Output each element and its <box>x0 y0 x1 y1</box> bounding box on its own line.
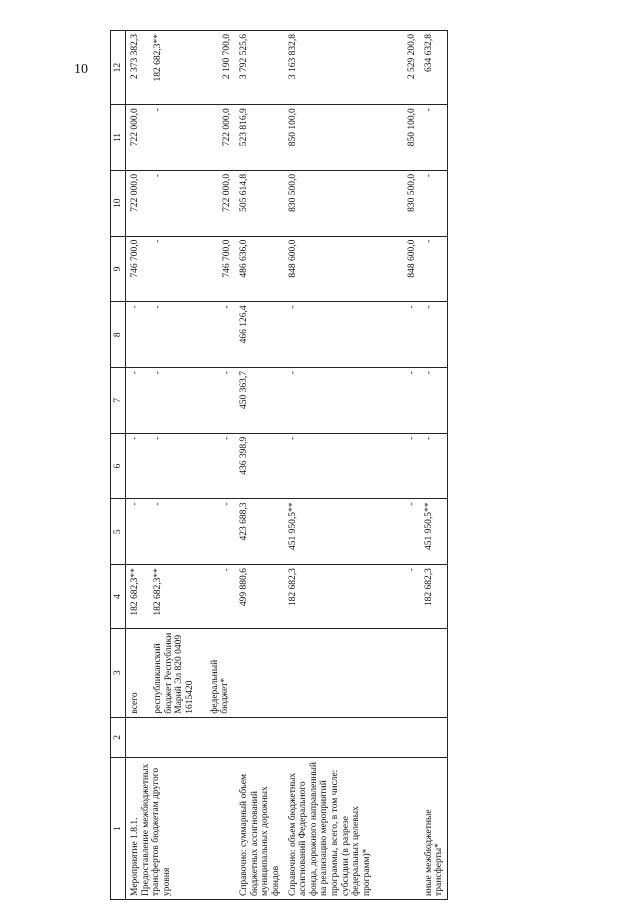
value-total: 848 600,0 <box>287 239 298 278</box>
value-cell: 505 614,8 <box>235 170 284 236</box>
value-total: - <box>287 371 298 375</box>
value-cell <box>126 368 236 434</box>
value-cell: - <box>420 105 448 171</box>
value-cell <box>126 31 236 105</box>
value-cell <box>126 170 236 236</box>
value-total: - <box>130 502 140 506</box>
value-cell <box>284 302 420 368</box>
col-header: 2 <box>111 717 126 757</box>
road-funds-label: Справочно: суммарный объем бюджетных ассигнований муниципальных дорожных фондов <box>235 758 284 900</box>
value-federal: 2 190 700,0 <box>222 34 232 80</box>
measure-name: Мероприятие 1.8.1. Предоставление межбюджетных трансфертов бюджетам другого уровня <box>126 758 236 900</box>
value-cell: 634 632,8 <box>420 31 448 105</box>
value-total: 182 682,3** <box>130 568 140 616</box>
value-total: 182 682,3 <box>287 568 298 607</box>
value-cell: - <box>420 170 448 236</box>
other-transfers-label: иные межбюджетные трансферты* <box>420 758 448 900</box>
col-header: 1 <box>111 758 126 900</box>
value-subsidy: 2 529 200,0 <box>406 34 417 80</box>
value-republic: - <box>153 108 163 112</box>
empty-cell <box>126 717 236 757</box>
value-cell: 499 880,6 <box>235 565 284 629</box>
value-total: 722 000,0 <box>130 173 140 212</box>
value-republic: - <box>153 371 163 375</box>
col-header: 8 <box>111 302 126 368</box>
col-header: 10 <box>111 170 126 236</box>
value-federal: - <box>222 436 232 440</box>
value-cell: 451 950,5** <box>420 499 448 565</box>
value-republic: - <box>153 305 163 309</box>
value-cell <box>126 236 236 302</box>
value-federal: - <box>222 371 232 375</box>
value-cell: 486 636,0 <box>235 236 284 302</box>
value-republic: 182 682,3** <box>153 568 163 616</box>
table-row-other-transfers <box>420 31 448 900</box>
value-cell: - <box>420 302 448 368</box>
value-subsidy: 850 100,0 <box>406 108 417 147</box>
value-subsidy: - <box>406 305 417 309</box>
empty-cell <box>284 717 420 757</box>
value-total: - <box>130 371 140 375</box>
value-subsidy: 830 500,0 <box>406 173 417 212</box>
col-header: 9 <box>111 236 126 302</box>
empty-cell <box>420 717 448 757</box>
value-total: - <box>287 305 298 309</box>
federal-fund-label: Справочно: объем бюджетных ассигнований Федерального фонда, дорожного направленный на реализацию мероприятий программы, всего, в том числе: субсидии (в разрезе федеральных целевых программ)* <box>284 758 420 900</box>
value-subsidy: - <box>406 502 417 506</box>
funding-sources <box>126 628 236 717</box>
col-header: 3 <box>111 628 126 717</box>
value-total: - <box>130 436 140 440</box>
source-total: всего <box>130 692 140 714</box>
value-subsidy: - <box>406 371 417 375</box>
col-header: 7 <box>111 368 126 434</box>
table-row-measure <box>126 31 236 900</box>
value-federal: - <box>222 568 232 572</box>
value-total: - <box>130 305 140 309</box>
source-federal: федеральный бюджет* <box>209 659 231 714</box>
value-cell: - <box>420 236 448 302</box>
value-republic: - <box>153 502 163 506</box>
empty-cell <box>420 628 448 717</box>
value-cell: 3 792 525,6 <box>235 31 284 105</box>
value-cell: - <box>420 368 448 434</box>
value-cell: 523 816,9 <box>235 105 284 171</box>
value-federal: 722 000,0 <box>222 173 232 212</box>
value-cell <box>284 105 420 171</box>
value-federal: 746 700,0 <box>222 239 232 278</box>
value-federal: - <box>222 305 232 309</box>
value-republic: - <box>153 239 163 243</box>
col-header: 11 <box>111 105 126 171</box>
value-cell: 423 688,3 <box>235 499 284 565</box>
empty-cell <box>235 628 284 717</box>
value-cell <box>284 170 420 236</box>
value-cell <box>284 433 420 499</box>
value-total: 830 500,0 <box>287 173 298 212</box>
table-row-federal-fund <box>284 31 420 900</box>
value-cell <box>126 302 236 368</box>
value-republic: 182 682,3** <box>153 34 163 82</box>
value-total: 2 373 382,3 <box>130 34 140 80</box>
budget-table <box>110 30 448 900</box>
value-cell <box>284 368 420 434</box>
value-cell: 182 682,3 <box>420 565 448 629</box>
value-cell: 436 398,9 <box>235 433 284 499</box>
empty-cell <box>284 628 420 717</box>
value-federal: 722 000,0 <box>222 108 232 147</box>
value-total: 451 950,5** <box>287 502 298 550</box>
value-total: 746 700,0 <box>130 239 140 278</box>
value-cell: 450 363,7 <box>235 368 284 434</box>
source-republic: республиканский бюджет Республики Марий Эл 820 0409 1615420 <box>153 632 195 714</box>
col-header: 4 <box>111 565 126 629</box>
value-cell <box>126 499 236 565</box>
value-subsidy: - <box>406 436 417 440</box>
value-subsidy: - <box>406 568 417 572</box>
col-header: 6 <box>111 433 126 499</box>
col-header: 12 <box>111 31 126 105</box>
page-number: 10 <box>74 62 88 77</box>
empty-cell <box>235 717 284 757</box>
value-total: - <box>287 436 298 440</box>
header-row <box>111 31 126 900</box>
value-cell <box>284 31 420 105</box>
col-header: 5 <box>111 499 126 565</box>
value-cell: - <box>420 433 448 499</box>
value-cell <box>284 499 420 565</box>
value-total: 3 163 832,8 <box>287 34 298 80</box>
value-total: 850 100,0 <box>287 108 298 147</box>
value-cell <box>284 236 420 302</box>
value-cell <box>284 565 420 629</box>
value-republic: - <box>153 436 163 440</box>
value-cell: 466 126,4 <box>235 302 284 368</box>
value-total: 722 000,0 <box>130 108 140 147</box>
value-federal: - <box>222 502 232 506</box>
rotated-table-container <box>110 30 640 900</box>
value-cell <box>126 433 236 499</box>
value-cell <box>126 565 236 629</box>
value-subsidy: 848 600,0 <box>406 239 417 278</box>
value-cell <box>126 105 236 171</box>
table-row-road-funds <box>235 31 284 900</box>
value-republic: - <box>153 173 163 178</box>
